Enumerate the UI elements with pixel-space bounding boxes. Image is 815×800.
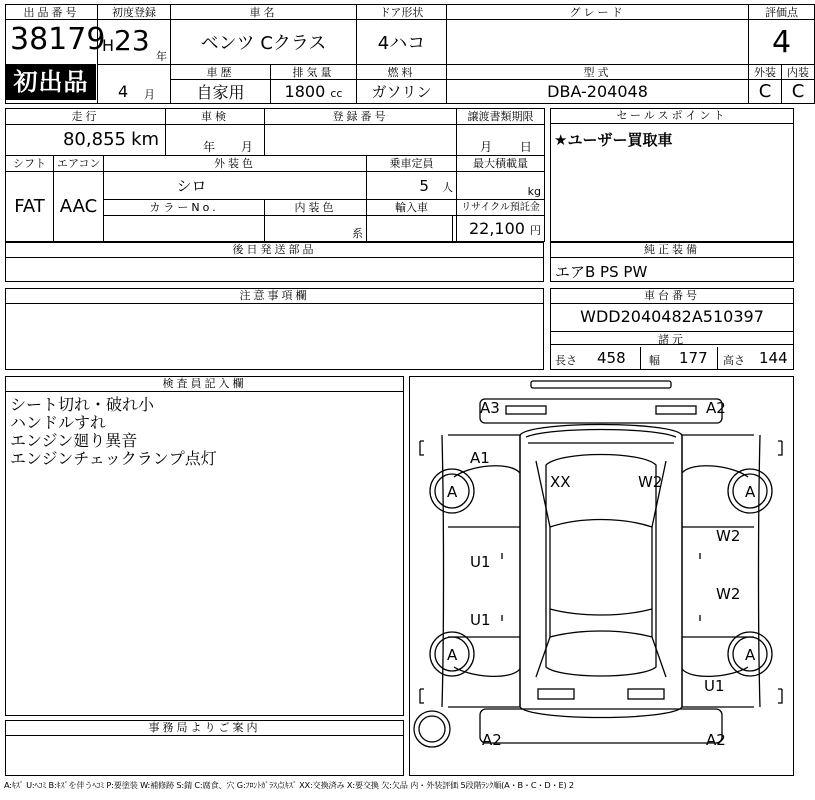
transfer-label: 譲渡書類期限: [457, 109, 545, 125]
transfer-cell: [457, 124, 545, 155]
specs-table: [5, 108, 545, 242]
recycle-cell: [457, 215, 545, 241]
lot-label: 出品番号: [6, 5, 98, 20]
note-line: ハンドルすれ: [10, 413, 107, 432]
transfer-day-unit: 日: [519, 140, 532, 155]
inspector-label: 検査員記入欄: [6, 377, 403, 392]
fuel-value: ガソリン: [357, 80, 447, 104]
cc-unit: cc: [330, 87, 343, 100]
displacement-cell: [271, 80, 357, 104]
mark-a2-bottom-left: A2: [482, 731, 502, 749]
era: H: [102, 36, 115, 55]
mark-w2-roof: W2: [638, 473, 663, 491]
car-name-label: 車名: [171, 5, 357, 20]
load-label: 最大積載量: [457, 156, 545, 172]
model-label: 型式: [447, 65, 749, 80]
sales-point-label: セールスポイント: [551, 109, 793, 124]
plate-value: [265, 124, 457, 155]
ac-value: AAC: [54, 171, 104, 241]
mileage-value: 80,855: [62, 129, 126, 151]
door-type: 4ハコ: [357, 20, 447, 65]
mark-tire-fl: A: [447, 483, 458, 501]
int-label: 内装: [782, 65, 815, 80]
mark-a2-bottom-right: A2: [706, 731, 726, 749]
length-value: 458: [597, 349, 626, 367]
car-diagram: [410, 377, 793, 775]
mark-a2-top: A2: [706, 399, 726, 417]
inspector-notes: [6, 394, 221, 470]
door-label: ドア形状: [357, 5, 447, 20]
year-unit: 年: [156, 50, 167, 63]
dims-label: 諸元: [551, 331, 793, 345]
inspection-label: 車検: [166, 109, 265, 125]
int-score: C: [782, 80, 815, 104]
equipment-text: エアB PS PW: [555, 263, 648, 281]
color-value: シロ: [104, 171, 367, 199]
caution-label: 注意事項欄: [6, 289, 543, 304]
recycle-value: 22,100: [468, 218, 525, 238]
car-name: ベンツ Cクラス: [171, 20, 357, 65]
transfer-month-unit: 月: [480, 140, 493, 155]
capacity-cell: [367, 171, 457, 199]
equipment-label: 純正装備: [551, 243, 793, 258]
mileage-label: 走行: [6, 109, 166, 125]
kg-unit: kg: [527, 185, 542, 199]
capacity-label: 乗車定員: [367, 156, 457, 172]
history-label: 車歴: [171, 65, 271, 80]
mark-u1-rear: U1: [470, 611, 491, 629]
equipment-box: [550, 242, 794, 282]
mark-xx: XX: [550, 473, 571, 491]
chassis-label: 車台番号: [551, 289, 793, 304]
ext-score: C: [749, 80, 782, 104]
dims-row: [551, 347, 793, 369]
interior-color-cell: [265, 215, 367, 241]
km-unit: km: [131, 129, 160, 151]
load-cell: [457, 171, 545, 199]
mark-a1: A1: [470, 449, 490, 467]
width-value: 177: [679, 349, 708, 367]
color-label: 外装色: [104, 156, 367, 172]
damage-legend: A:ｷｽﾞ U:ﾍｺﾐ B:ｷｽﾞを伴うﾍｺﾐ P:要塗装 W:補修跡 S:錆 C:腐食、穴 G:ﾌﾛﾝﾄｶﾞﾗｽ点ｷｽﾞ XX:交換済み X:要交換 欠:欠品 内・外装評価 5段階ﾗﾝｸ順(A・B・C・D・E) 2: [4, 780, 574, 790]
later-parts-box: [5, 242, 544, 282]
height-value: 144: [759, 349, 788, 367]
first-reg-label: 初度登録: [98, 5, 171, 20]
height-label: 高さ: [723, 354, 745, 367]
persons-unit: 人: [442, 180, 454, 194]
interior-color-label: 内装色: [265, 200, 367, 216]
caution-box: [5, 288, 544, 370]
color-no-label: カラーNo.: [104, 200, 265, 216]
score-label: 評価点: [749, 5, 815, 20]
inspection-month-unit: 月: [240, 140, 253, 155]
plate-label: 登録番号: [265, 109, 457, 125]
mileage-cell: [6, 124, 166, 155]
ext-label: 外装: [749, 65, 782, 80]
month-unit: 月: [144, 87, 155, 101]
lot-number: 38179: [10, 22, 106, 57]
import-label: 輸入車: [367, 200, 457, 216]
mark-tire-rr: A: [745, 646, 756, 664]
yen-unit: 円: [530, 223, 542, 237]
mark-u1-quarter: U1: [704, 677, 725, 695]
mark-w2-door-front: W2: [716, 527, 741, 545]
fuel-label: 燃料: [357, 65, 447, 80]
inspector-box: [5, 376, 404, 716]
first-listing-badge: 初出品: [6, 64, 96, 100]
chassis-box: [550, 288, 794, 370]
recycle-label: リサイクル預託金: [457, 200, 545, 216]
office-box: [5, 720, 404, 776]
mark-w2-door-rear: W2: [716, 585, 741, 603]
shift-label: シフト: [6, 156, 54, 172]
ac-label: エアコン: [54, 156, 104, 172]
later-parts-label: 後日発送部品: [6, 243, 543, 258]
sales-point-text: ★ユーザー買取車: [554, 131, 673, 149]
mark-tire-rl: A: [447, 646, 458, 664]
first-reg-year: 23: [114, 24, 150, 57]
header-table: [5, 4, 815, 104]
shift-value: FAT: [6, 171, 54, 241]
mark-a3: A3: [480, 399, 500, 417]
car-diagram-box: [409, 376, 794, 776]
mark-u1-front: U1: [470, 553, 491, 571]
length-label: 長さ: [555, 354, 577, 367]
grade-label: グレード: [447, 5, 749, 20]
color-no-value: [104, 215, 265, 241]
width-label: 幅: [649, 354, 660, 367]
note-line: エンジンチェックランプ点灯: [10, 449, 217, 468]
kei-unit: 系: [352, 227, 364, 240]
grade-value: [447, 20, 749, 65]
import-value-a: [367, 215, 453, 241]
displacement-value: 1800: [284, 82, 326, 101]
score-value: 4: [749, 20, 815, 65]
inspection-cell: [166, 124, 265, 155]
chassis-number: WDD2040482A510397: [580, 307, 764, 326]
capacity-value: 5: [419, 176, 429, 195]
first-reg-year-cell: [98, 20, 171, 65]
mark-tire-fr: A: [745, 483, 756, 501]
note-line: エンジン廻り異音: [10, 431, 138, 450]
sales-point-box: [550, 108, 794, 242]
first-reg-month: 4: [118, 81, 129, 101]
model-value: DBA-204048: [447, 80, 749, 104]
history-value: 自家用: [171, 80, 271, 104]
first-reg-month-cell: [98, 80, 171, 104]
note-line: シート切れ・破れ小: [10, 395, 155, 414]
inspection-year-unit: 年: [203, 140, 216, 155]
office-label: 事務局よりご案内: [6, 721, 403, 736]
displacement-label: 排気量: [271, 65, 357, 80]
